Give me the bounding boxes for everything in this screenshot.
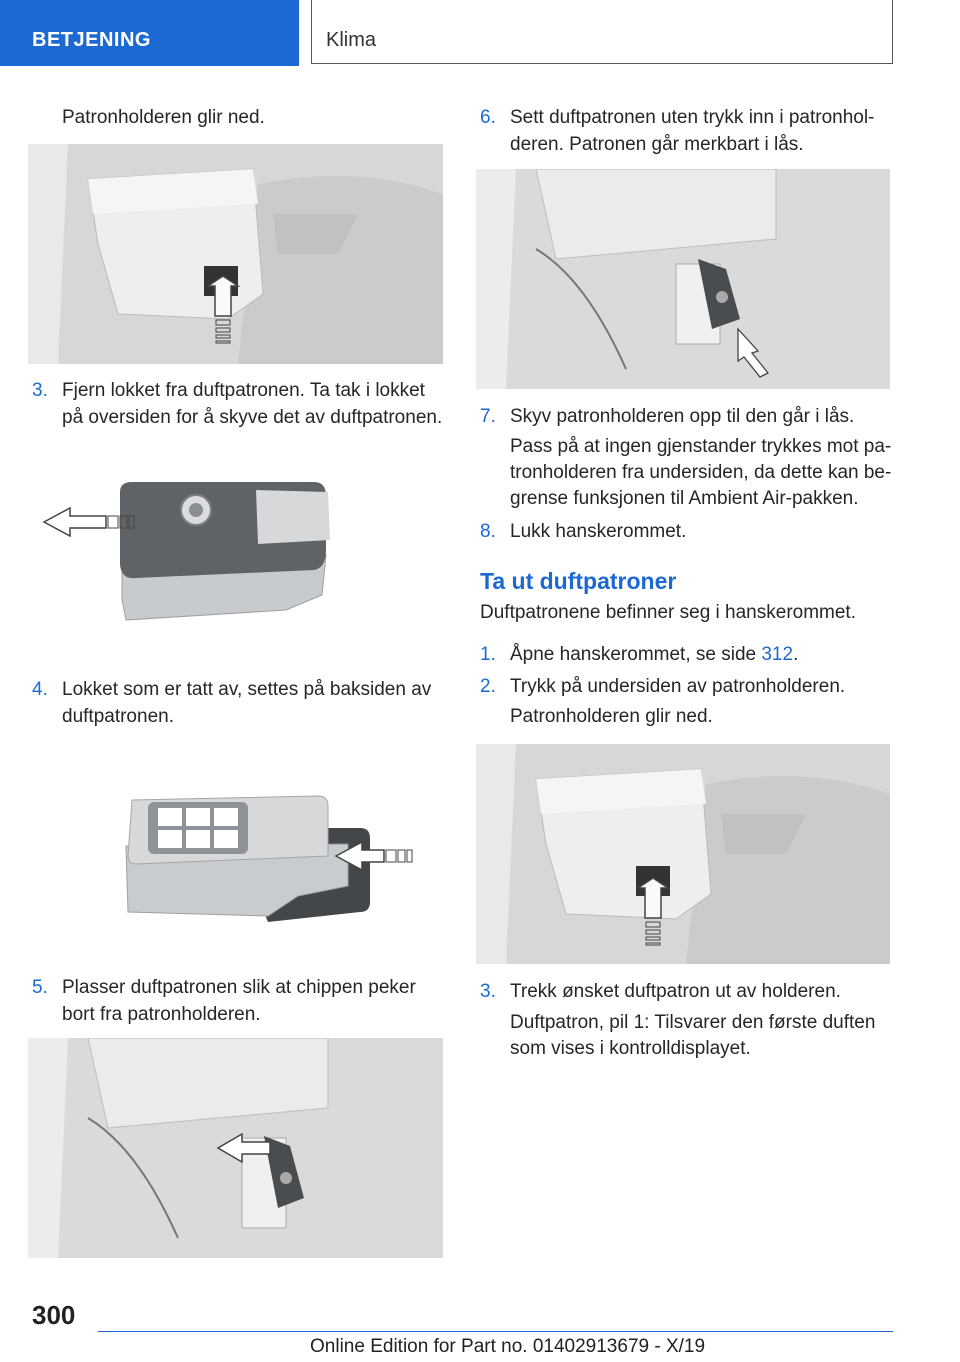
sub-step2-number: 2. [480, 676, 496, 697]
step4-line2: duftpatronen. [62, 706, 174, 727]
step7-number: 7. [480, 406, 496, 427]
photo-insert-cartridge [28, 1038, 443, 1258]
section-tab [0, 0, 299, 66]
step7-note3: grense funksjonen til Ambient Air-pakken. [510, 488, 859, 509]
step5-line2: bort fra patronholderen. [62, 1004, 261, 1025]
footer-divider [98, 1331, 893, 1332]
step4-number: 4. [32, 679, 48, 700]
sub-step2-note: Patronholderen glir ned. [510, 706, 713, 727]
step5-number: 5. [32, 977, 48, 998]
page-reference-link[interactable]: 312 [761, 644, 794, 665]
step5-line1: Plasser duftpatronen slik at chippen peker [62, 977, 416, 998]
illustration-remove-lid [36, 470, 366, 630]
sub-step3-note1: Duftpatron, pil 1: Tilsvarer den første duften [510, 1012, 876, 1033]
step4-line1: Lokket som er tatt av, settes på baksiden av [62, 679, 432, 700]
photo-holder-down-2 [476, 744, 890, 964]
photo-cartridge-locked [476, 169, 890, 389]
sub-step3-number: 3. [480, 981, 496, 1002]
step8-line1: Lukk hanskerommet. [510, 521, 687, 542]
section-title: BETJENING [32, 29, 151, 51]
chapter-title: Klima [326, 29, 377, 51]
step7-note1: Pass på at ingen gjenstander trykkes mot pa‐ [510, 436, 892, 457]
sub-step1-prefix: Åpne hanskerommet, se side [510, 644, 762, 665]
footer-edition: Online Edition for Part no. 01402913679 - X/19 [310, 1336, 706, 1357]
step6-line2: deren. Patronen går merkbart i lås. [510, 134, 804, 155]
step7-note2: tronholderen fra undersiden, da dette kan be‐ [510, 462, 892, 483]
step3-line1: Fjern lokket fra duftpatronen. Ta tak i lokket [62, 380, 425, 401]
step8-number: 8. [480, 521, 496, 542]
section-heading: Ta ut duftpatroner [480, 568, 677, 594]
chapter-tab [311, 0, 893, 64]
page-number: 300 [32, 1300, 76, 1330]
sub-step1-suffix: . [793, 644, 799, 665]
step6-line1: Sett duftpatronen uten trykk inn i patronhol‐ [510, 107, 875, 128]
sub-step1-text [510, 641, 798, 668]
illustration-lid-back [118, 786, 418, 926]
sub-step1-number: 1. [480, 644, 496, 665]
photo-holder-down [28, 144, 443, 364]
sub-step3-note2: som vises i kontrolldisplayet. [510, 1038, 751, 1059]
step3-number: 3. [32, 380, 48, 401]
sub-step3-line1: Trekk ønsket duftpatron ut av holderen. [510, 981, 841, 1002]
section-intro: Duftpatronene befinner seg i hanskerommet. [480, 602, 856, 623]
left-intro-text: Patronholderen glir ned. [62, 107, 265, 128]
step7-line1: Skyv patronholderen opp til den går i lås. [510, 406, 855, 427]
step3-line2: på oversiden for å skyve det av duftpatronen. [62, 407, 443, 428]
sub-step2-line1: Trykk på undersiden av patronholderen. [510, 676, 846, 697]
step6-number: 6. [480, 107, 496, 128]
